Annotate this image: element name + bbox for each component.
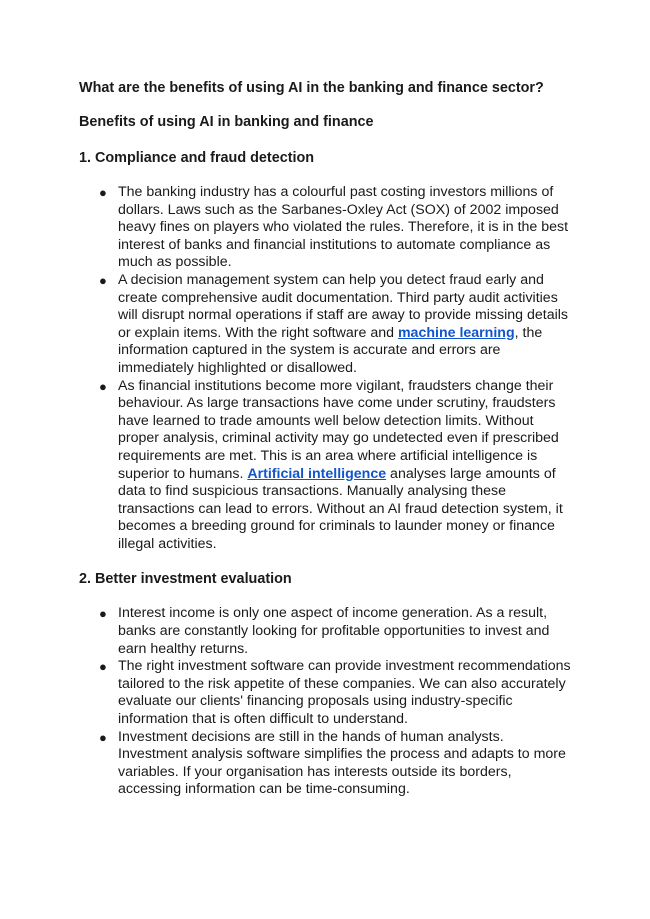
bullet-text: Investment decisions are still in the hands of human analysts. Investment analysis software simplifies the process and adapts to more variables. If your organisation has interests outside its borders, accessing information can be time-consuming. [118, 728, 566, 798]
bullet-icon: ● [99, 659, 107, 675]
bullet-text: The right investment software can provide investment recommendations tailored to the risk appetite of these companies. We can also accurately evaluate our clients' financing proposals using industry-specific information that is often difficult to understand. [118, 658, 571, 728]
bullet-text-after-link: analyses large amounts of data to find suspicious transactions. Manually analysing these transactions can lead to errors. Without an AI fraud detection system, it becomes a breeding ground for criminals to launder money or finance illegal activities. [118, 465, 563, 552]
section-title: Benefits of using AI in banking and finance [79, 114, 374, 130]
list-item [79, 184, 576, 272]
list-item [79, 658, 576, 728]
bullet-text-after-link: , the information captured in the system is accurate and errors are immediately highlighted or disallowed. [118, 324, 543, 376]
bullet-text-before-link: A decision management system can help you detect fraud early and create comprehensive audit documentation. Third party audit activities will disrupt normal operations if staff are away to provide missing details or explain items. With the right software and [118, 271, 569, 341]
bullet-text: The banking industry has a colourful past costing investors millions of dollars. Laws such as the Sarbanes-Oxley Act (SOX) of 2002 imposed heavy fines on players who violated the rules. Therefore, it is in the best interest of banks and financial institutions to automate compliance as much as possible. [118, 184, 569, 271]
bullet-icon: ● [99, 185, 107, 200]
artificial-intelligence-link[interactable]: Artificial intelligence [247, 465, 387, 482]
bullet-icon: ● [99, 378, 107, 394]
heading-investment-evaluation: 2. Better investment evaluation [79, 571, 292, 588]
investment-bullet-list [79, 605, 576, 799]
bullet-icon: ● [99, 729, 107, 745]
document-page [79, 79, 576, 799]
machine-learning-link[interactable]: machine learning [397, 324, 515, 341]
list-item [79, 378, 576, 554]
heading-compliance-fraud: 1. Compliance and fraud detection [79, 150, 315, 166]
list-item [79, 605, 576, 658]
list-item [79, 729, 576, 799]
compliance-bullet-list [79, 184, 576, 553]
bullet-text-before-link: As financial institutions become more vigilant, fraudsters change their behaviour. As large transactions have come under scrutiny, fraudsters have learned to trade amounts well below detection limits. Without proper analysis, criminal activity may go undetected even if prescribed requirements are met. This is an area where artificial intelligence is superior to humans. [118, 377, 559, 482]
question-heading: What are the benefits of using AI in the banking and finance sector? [79, 80, 544, 96]
list-item [79, 272, 576, 378]
bullet-text: Interest income is only one aspect of income generation. As a result, banks are constantly looking for profitable opportunities to invest and earn healthy returns. [118, 605, 550, 657]
bullet-icon: ● [99, 272, 107, 288]
bullet-icon: ● [99, 606, 107, 622]
